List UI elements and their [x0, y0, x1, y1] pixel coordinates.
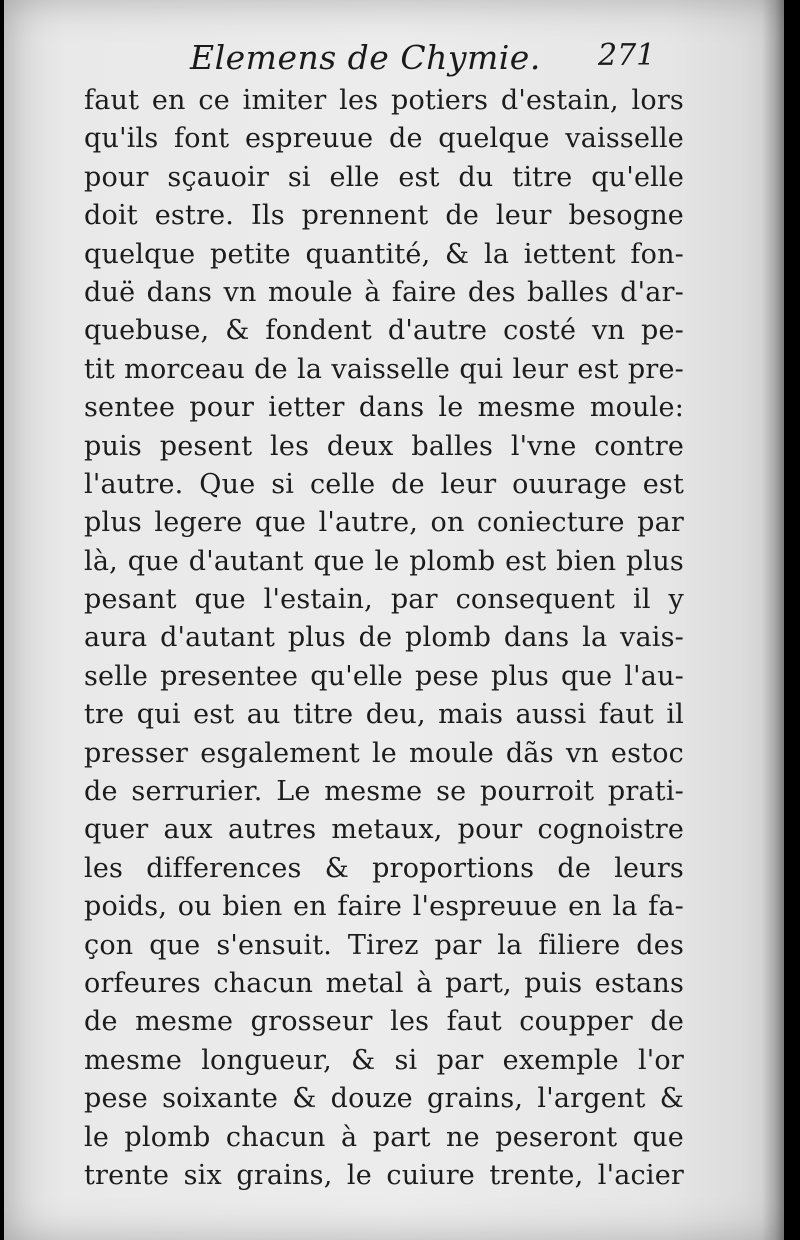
text-line: pesant que l'estain, par consequent il y — [84, 584, 684, 616]
text-line: quelque petite quantité, & la iettent fon- — [84, 238, 684, 270]
text-line: sentee pour ietter dans le mesme moule: — [84, 392, 684, 424]
text-line: les differences & proportions de leurs — [84, 852, 684, 884]
text-line: orfeures chacun metal à part, puis estans — [84, 967, 684, 999]
text-line: çon que s'ensuit. Tirez par la filiere des — [84, 929, 684, 961]
text-line: quebuse, & fondent d'autre costé vn pe- — [84, 315, 684, 347]
text-line: doit estre. Ils prennent de leur besogne — [84, 200, 684, 232]
text-line: là, que d'autant que le plomb est bien plus — [84, 545, 684, 577]
running-title: Elemens de Chymie. — [190, 38, 541, 77]
book-page — [4, 0, 784, 1240]
text-line: puis pesent les deux balles l'vne contre — [84, 430, 684, 462]
text-line: qu'ils font espreuue de quelque vaisselle — [84, 123, 684, 155]
text-line: poids, ou bien en faire l'espreuue en la fa- — [84, 891, 684, 923]
body-text — [84, 82, 684, 1195]
text-line: selle presentee qu'elle pese plus que l'au- — [84, 660, 684, 692]
text-line: mesme longueur, & si par exemple l'or — [84, 1044, 684, 1076]
text-line: quer aux autres metaux, pour cognoistre — [84, 814, 684, 846]
text-line: presser esgalement le moule dãs vn estoc — [84, 737, 684, 769]
text-line: l'autre. Que si celle de leur ouurage est — [84, 468, 684, 500]
text-line: trente six grains, le cuiure trente, l'acier — [84, 1159, 684, 1191]
text-line: duë dans vn moule à faire des balles d'ar- — [84, 276, 684, 308]
text-line: aura d'autant plus de plomb dans la vais- — [84, 622, 684, 654]
text-line: tre qui est au titre deu, mais aussi faut il — [84, 699, 684, 731]
page-number: 271 — [598, 38, 656, 73]
text-line: de serrurier. Le mesme se pourroit prati- — [84, 776, 684, 808]
text-line: de mesme grosseur les faut coupper de — [84, 1006, 684, 1038]
text-line: pese soixante & douze grains, l'argent & — [84, 1083, 684, 1115]
text-line: pour sçauoir si elle est du titre qu'elle — [84, 161, 684, 193]
text-line: le plomb chacun à part ne peseront que — [84, 1121, 684, 1153]
text-line: plus legere que l'autre, on coniecture par — [84, 507, 684, 539]
page-edge-shadow — [762, 0, 784, 1240]
text-line: faut en ce imiter les potiers d'estain, lors — [84, 85, 684, 116]
text-line: tit morceau de la vaisselle qui leur est pre- — [84, 353, 684, 385]
running-head — [4, 38, 784, 78]
